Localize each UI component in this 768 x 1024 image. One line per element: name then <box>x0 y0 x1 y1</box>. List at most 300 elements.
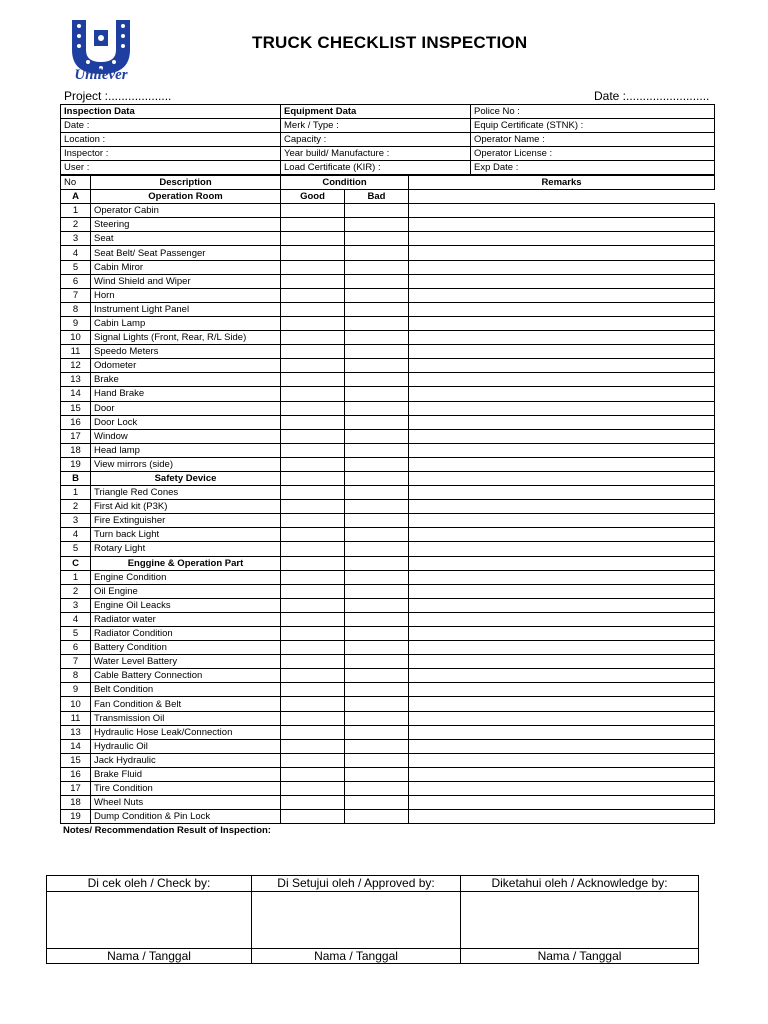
table-row <box>61 274 715 288</box>
header-condition: Condition <box>281 176 409 190</box>
item-no: 7 <box>61 655 91 669</box>
bad-checkbox-cell[interactable] <box>345 401 409 415</box>
remarks-input-cell[interactable] <box>409 218 715 232</box>
item-description: Fan Condition & Belt <box>91 697 281 711</box>
header-description: Description <box>91 176 281 190</box>
bad-checkbox-cell[interactable] <box>345 218 409 232</box>
good-checkbox-cell[interactable] <box>281 542 345 556</box>
good-checkbox-cell[interactable] <box>281 288 345 302</box>
bad-checkbox-cell[interactable] <box>345 542 409 556</box>
grid-row <box>61 133 715 147</box>
item-description: Rotary Light <box>91 542 281 556</box>
table-row <box>61 810 715 824</box>
remarks-input-cell[interactable] <box>409 316 715 330</box>
item-no: 18 <box>61 796 91 810</box>
approved-by-signature-box[interactable] <box>252 892 461 949</box>
table-row <box>61 627 715 641</box>
table-row <box>61 302 715 316</box>
section-header-row <box>61 471 715 485</box>
bad-checkbox-cell[interactable] <box>345 612 409 626</box>
table-header-row <box>61 176 715 190</box>
good-cell <box>281 556 345 570</box>
remarks-input-cell[interactable] <box>409 669 715 683</box>
section-header-row <box>61 556 715 570</box>
bad-checkbox-cell[interactable] <box>345 373 409 387</box>
good-checkbox-cell[interactable] <box>281 387 345 401</box>
item-description: First Aid kit (P3K) <box>91 500 281 514</box>
remarks-input-cell[interactable] <box>409 725 715 739</box>
grid-row <box>61 161 715 175</box>
remarks-input-cell[interactable] <box>409 528 715 542</box>
table-row <box>61 711 715 725</box>
remarks-input-cell[interactable] <box>409 570 715 584</box>
item-description: Wheel Nuts <box>91 796 281 810</box>
item-no: 15 <box>61 401 91 415</box>
section-header-row <box>61 190 715 204</box>
project-field[interactable]: Project :................... <box>64 89 172 103</box>
grid-cell: Inspection Data <box>61 105 281 119</box>
bad-checkbox-cell[interactable] <box>345 810 409 824</box>
header-bad: Bad <box>345 190 409 204</box>
remarks-input-cell[interactable] <box>409 373 715 387</box>
remarks-cell <box>409 556 715 570</box>
item-description: Turn back Light <box>91 528 281 542</box>
bad-checkbox-cell[interactable] <box>345 500 409 514</box>
table-row <box>61 331 715 345</box>
grid-cell: Equipment Data <box>281 105 471 119</box>
item-description: Instrument Light Panel <box>91 302 281 316</box>
table-row <box>61 500 715 514</box>
good-checkbox-cell[interactable] <box>281 316 345 330</box>
remarks-input-cell[interactable] <box>409 387 715 401</box>
good-checkbox-cell[interactable] <box>281 514 345 528</box>
remarks-input-cell[interactable] <box>409 288 715 302</box>
bad-checkbox-cell[interactable] <box>345 584 409 598</box>
item-description: Battery Condition <box>91 641 281 655</box>
item-description: Odometer <box>91 359 281 373</box>
good-checkbox-cell[interactable] <box>281 415 345 429</box>
item-description: Triangle Red Cones <box>91 486 281 500</box>
remarks-input-cell[interactable] <box>409 683 715 697</box>
item-no: 7 <box>61 288 91 302</box>
item-description: Wind Shield and Wiper <box>91 274 281 288</box>
item-no: 11 <box>61 711 91 725</box>
remarks-input-cell[interactable] <box>409 739 715 753</box>
remarks-input-cell[interactable] <box>409 486 715 500</box>
table-row <box>61 288 715 302</box>
bad-checkbox-cell[interactable] <box>345 641 409 655</box>
good-checkbox-cell[interactable] <box>281 641 345 655</box>
bad-checkbox-cell[interactable] <box>345 711 409 725</box>
good-checkbox-cell[interactable] <box>281 725 345 739</box>
header-no: No <box>61 176 91 190</box>
item-description: Engine Condition <box>91 570 281 584</box>
item-description: Cabin Miror <box>91 260 281 274</box>
bad-checkbox-cell[interactable] <box>345 528 409 542</box>
signature-space-row <box>47 892 699 949</box>
table-row <box>61 528 715 542</box>
item-no: 4 <box>61 612 91 626</box>
remarks-input-cell[interactable] <box>409 753 715 767</box>
remarks-input-cell[interactable] <box>409 655 715 669</box>
approved-by-label: Di Setujui oleh / Approved by: <box>252 876 461 892</box>
bad-cell <box>345 471 409 485</box>
item-no: 1 <box>61 570 91 584</box>
bad-checkbox-cell[interactable] <box>345 486 409 500</box>
bad-checkbox-cell[interactable] <box>345 570 409 584</box>
inspection-data-grid <box>60 104 715 175</box>
item-description: Operator Cabin <box>91 204 281 218</box>
bad-checkbox-cell[interactable] <box>345 767 409 781</box>
bad-checkbox-cell[interactable] <box>345 655 409 669</box>
item-no: 18 <box>61 443 91 457</box>
good-checkbox-cell[interactable] <box>281 782 345 796</box>
item-description: Tire Condition <box>91 782 281 796</box>
notes-label: Notes/ Recommendation Result of Inspection: <box>63 825 271 836</box>
bad-checkbox-cell[interactable] <box>345 443 409 457</box>
acknowledge-by-label: Diketahui oleh / Acknowledge by: <box>461 876 699 892</box>
item-no: 1 <box>61 204 91 218</box>
item-description: Fire Extinguisher <box>91 514 281 528</box>
table-row <box>61 429 715 443</box>
item-no: 11 <box>61 345 91 359</box>
bad-checkbox-cell[interactable] <box>345 274 409 288</box>
table-row <box>61 669 715 683</box>
item-description: Seat <box>91 232 281 246</box>
section-code: A <box>61 190 91 204</box>
good-checkbox-cell[interactable] <box>281 739 345 753</box>
item-description: Engine Oil Leacks <box>91 598 281 612</box>
table-row <box>61 204 715 218</box>
remarks-input-cell[interactable] <box>409 204 715 218</box>
good-checkbox-cell[interactable] <box>281 401 345 415</box>
table-row <box>61 443 715 457</box>
item-description: Horn <box>91 288 281 302</box>
item-no: 19 <box>61 457 91 471</box>
item-no: 3 <box>61 232 91 246</box>
bad-checkbox-cell[interactable] <box>345 598 409 612</box>
remarks-input-cell[interactable] <box>409 500 715 514</box>
good-checkbox-cell[interactable] <box>281 683 345 697</box>
remarks-input-cell[interactable] <box>409 697 715 711</box>
remarks-input-cell[interactable] <box>409 345 715 359</box>
remarks-input-cell[interactable] <box>409 711 715 725</box>
table-row <box>61 570 715 584</box>
grid-cell[interactable]: Load Certificate (KIR) : <box>281 161 471 175</box>
bad-checkbox-cell[interactable] <box>345 796 409 810</box>
remarks-input-cell[interactable] <box>409 598 715 612</box>
good-checkbox-cell[interactable] <box>281 655 345 669</box>
table-row <box>61 697 715 711</box>
item-no: 6 <box>61 641 91 655</box>
signature-footer-row <box>47 949 699 964</box>
table-row <box>61 655 715 669</box>
section-title: Enggine & Operation Part <box>91 556 281 570</box>
date-field[interactable]: Date :......................... <box>594 89 710 103</box>
good-checkbox-cell[interactable] <box>281 302 345 316</box>
bad-checkbox-cell[interactable] <box>345 669 409 683</box>
item-description: Oil Engine <box>91 584 281 598</box>
bad-checkbox-cell[interactable] <box>345 697 409 711</box>
table-row <box>61 782 715 796</box>
remarks-input-cell[interactable] <box>409 401 715 415</box>
good-checkbox-cell[interactable] <box>281 204 345 218</box>
good-checkbox-cell[interactable] <box>281 598 345 612</box>
table-row <box>61 260 715 274</box>
good-checkbox-cell[interactable] <box>281 753 345 767</box>
table-row <box>61 316 715 330</box>
bad-checkbox-cell[interactable] <box>345 457 409 471</box>
table-row <box>61 542 715 556</box>
item-description: Speedo Meters <box>91 345 281 359</box>
table-row <box>61 218 715 232</box>
good-checkbox-cell[interactable] <box>281 260 345 274</box>
bad-cell <box>345 556 409 570</box>
item-no: 2 <box>61 500 91 514</box>
item-no: 1 <box>61 486 91 500</box>
section-title: Safety Device <box>91 471 281 485</box>
remarks-input-cell[interactable] <box>409 457 715 471</box>
remarks-input-cell[interactable] <box>409 302 715 316</box>
good-checkbox-cell[interactable] <box>281 246 345 260</box>
good-checkbox-cell[interactable] <box>281 570 345 584</box>
item-no: 13 <box>61 373 91 387</box>
item-description: Radiator water <box>91 612 281 626</box>
remarks-input-cell[interactable] <box>409 359 715 373</box>
signature-table <box>46 875 699 964</box>
bad-checkbox-cell[interactable] <box>345 359 409 373</box>
bad-checkbox-cell[interactable] <box>345 683 409 697</box>
good-checkbox-cell[interactable] <box>281 669 345 683</box>
bad-checkbox-cell[interactable] <box>345 387 409 401</box>
item-description: Signal Lights (Front, Rear, R/L Side) <box>91 331 281 345</box>
remarks-input-cell[interactable] <box>409 612 715 626</box>
bad-checkbox-cell[interactable] <box>345 302 409 316</box>
good-checkbox-cell[interactable] <box>281 627 345 641</box>
acknowledge-by-name-date: Nama / Tanggal <box>461 949 699 964</box>
section-code: B <box>61 471 91 485</box>
section-title: Operation Room <box>91 190 281 204</box>
remarks-input-cell[interactable] <box>409 443 715 457</box>
table-row <box>61 514 715 528</box>
item-no: 5 <box>61 260 91 274</box>
item-description: Cabin Lamp <box>91 316 281 330</box>
table-row <box>61 387 715 401</box>
table-row <box>61 753 715 767</box>
bad-checkbox-cell[interactable] <box>345 246 409 260</box>
header-good: Good <box>281 190 345 204</box>
bad-checkbox-cell[interactable] <box>345 345 409 359</box>
grid-cell[interactable]: Merk / Type : <box>281 119 471 133</box>
logo-wordmark: Unilever <box>74 67 128 83</box>
good-checkbox-cell[interactable] <box>281 697 345 711</box>
bad-checkbox-cell[interactable] <box>345 627 409 641</box>
bad-checkbox-cell[interactable] <box>345 753 409 767</box>
grid-cell[interactable]: Operator License : <box>471 147 715 161</box>
remarks-input-cell[interactable] <box>409 641 715 655</box>
item-description: Hydraulic Hose Leak/Connection <box>91 725 281 739</box>
grid-cell[interactable]: Police No : <box>471 105 715 119</box>
acknowledge-by-signature-box[interactable] <box>461 892 699 949</box>
remarks-input-cell[interactable] <box>409 627 715 641</box>
item-no: 15 <box>61 753 91 767</box>
remarks-input-cell[interactable] <box>409 415 715 429</box>
remarks-input-cell[interactable] <box>409 542 715 556</box>
good-checkbox-cell[interactable] <box>281 345 345 359</box>
table-row <box>61 415 715 429</box>
item-description: Brake <box>91 373 281 387</box>
good-checkbox-cell[interactable] <box>281 429 345 443</box>
item-description: Steering <box>91 218 281 232</box>
remarks-input-cell[interactable] <box>409 796 715 810</box>
good-checkbox-cell[interactable] <box>281 457 345 471</box>
remarks-input-cell[interactable] <box>409 274 715 288</box>
item-no: 19 <box>61 810 91 824</box>
bad-checkbox-cell[interactable] <box>345 725 409 739</box>
item-no: 5 <box>61 627 91 641</box>
table-row <box>61 486 715 500</box>
checklist-table <box>60 175 715 824</box>
grid-cell[interactable]: Equip Certificate (STNK) : <box>471 119 715 133</box>
bad-checkbox-cell[interactable] <box>345 204 409 218</box>
item-no: 17 <box>61 782 91 796</box>
table-row <box>61 246 715 260</box>
grid-cell[interactable]: Location : <box>61 133 281 147</box>
item-no: 8 <box>61 669 91 683</box>
remarks-input-cell[interactable] <box>409 584 715 598</box>
good-checkbox-cell[interactable] <box>281 612 345 626</box>
grid-row <box>61 147 715 161</box>
table-row <box>61 345 715 359</box>
item-description: Door <box>91 401 281 415</box>
table-row <box>61 641 715 655</box>
table-row <box>61 232 715 246</box>
table-row <box>61 359 715 373</box>
table-row <box>61 767 715 781</box>
bad-checkbox-cell[interactable] <box>345 288 409 302</box>
good-checkbox-cell[interactable] <box>281 528 345 542</box>
bad-checkbox-cell[interactable] <box>345 415 409 429</box>
item-description: Window <box>91 429 281 443</box>
check-by-signature-box[interactable] <box>47 892 252 949</box>
item-no: 9 <box>61 316 91 330</box>
grid-cell[interactable]: Date : <box>61 119 281 133</box>
remarks-input-cell[interactable] <box>409 810 715 824</box>
table-row <box>61 612 715 626</box>
item-no: 6 <box>61 274 91 288</box>
table-row <box>61 457 715 471</box>
grid-cell[interactable]: User : <box>61 161 281 175</box>
check-by-label: Di cek oleh / Check by: <box>47 876 252 892</box>
good-checkbox-cell[interactable] <box>281 796 345 810</box>
good-checkbox-cell[interactable] <box>281 711 345 725</box>
remarks-cell <box>409 471 715 485</box>
item-description: Jack Hydraulic <box>91 753 281 767</box>
table-row <box>61 683 715 697</box>
item-no: 2 <box>61 218 91 232</box>
item-no: 3 <box>61 598 91 612</box>
remarks-input-cell[interactable] <box>409 331 715 345</box>
good-checkbox-cell[interactable] <box>281 359 345 373</box>
item-no: 2 <box>61 584 91 598</box>
item-no: 17 <box>61 429 91 443</box>
good-cell <box>281 471 345 485</box>
item-no: 3 <box>61 514 91 528</box>
grid-cell[interactable]: Operator Name : <box>471 133 715 147</box>
grid-row <box>61 105 715 119</box>
header-remarks: Remarks <box>409 176 715 190</box>
good-checkbox-cell[interactable] <box>281 767 345 781</box>
grid-cell[interactable]: Year build/ Manufacture : <box>281 147 471 161</box>
item-no: 12 <box>61 359 91 373</box>
grid-cell[interactable]: Exp Date : <box>471 161 715 175</box>
remarks-input-cell[interactable] <box>409 514 715 528</box>
good-checkbox-cell[interactable] <box>281 331 345 345</box>
remarks-input-cell[interactable] <box>409 429 715 443</box>
table-row <box>61 598 715 612</box>
item-description: Hydraulic Oil <box>91 739 281 753</box>
bad-checkbox-cell[interactable] <box>345 739 409 753</box>
remarks-input-cell[interactable] <box>409 782 715 796</box>
good-checkbox-cell[interactable] <box>281 218 345 232</box>
good-checkbox-cell[interactable] <box>281 500 345 514</box>
table-row <box>61 739 715 753</box>
item-no: 16 <box>61 415 91 429</box>
grid-row <box>61 119 715 133</box>
table-row <box>61 584 715 598</box>
item-no: 13 <box>61 725 91 739</box>
item-no: 14 <box>61 739 91 753</box>
bad-checkbox-cell[interactable] <box>345 429 409 443</box>
item-no: 10 <box>61 697 91 711</box>
good-checkbox-cell[interactable] <box>281 274 345 288</box>
item-description: Door Lock <box>91 415 281 429</box>
item-description: Water Level Battery <box>91 655 281 669</box>
item-description: Hand Brake <box>91 387 281 401</box>
item-no: 8 <box>61 302 91 316</box>
good-checkbox-cell[interactable] <box>281 443 345 457</box>
item-description: Dump Condition & Pin Lock <box>91 810 281 824</box>
bad-checkbox-cell[interactable] <box>345 232 409 246</box>
bad-checkbox-cell[interactable] <box>345 316 409 330</box>
item-no: 14 <box>61 387 91 401</box>
good-checkbox-cell[interactable] <box>281 373 345 387</box>
section-code: C <box>61 556 91 570</box>
grid-cell[interactable]: Capacity : <box>281 133 471 147</box>
item-no: 5 <box>61 542 91 556</box>
bad-checkbox-cell[interactable] <box>345 782 409 796</box>
remarks-input-cell[interactable] <box>409 260 715 274</box>
page-title: TRUCK CHECKLIST INSPECTION <box>252 33 528 52</box>
good-checkbox-cell[interactable] <box>281 810 345 824</box>
remarks-input-cell[interactable] <box>409 767 715 781</box>
item-no: 4 <box>61 528 91 542</box>
good-checkbox-cell[interactable] <box>281 584 345 598</box>
table-row <box>61 401 715 415</box>
remarks-input-cell[interactable] <box>409 232 715 246</box>
bad-checkbox-cell[interactable] <box>345 260 409 274</box>
item-description: Transmission Oil <box>91 711 281 725</box>
good-checkbox-cell[interactable] <box>281 486 345 500</box>
item-no: 9 <box>61 683 91 697</box>
bad-checkbox-cell[interactable] <box>345 514 409 528</box>
remarks-input-cell[interactable] <box>409 246 715 260</box>
grid-cell[interactable]: Inspector : <box>61 147 281 161</box>
signature-header-row <box>47 876 699 892</box>
bad-checkbox-cell[interactable] <box>345 331 409 345</box>
good-checkbox-cell[interactable] <box>281 232 345 246</box>
check-by-name-date: Nama / Tanggal <box>47 949 252 964</box>
